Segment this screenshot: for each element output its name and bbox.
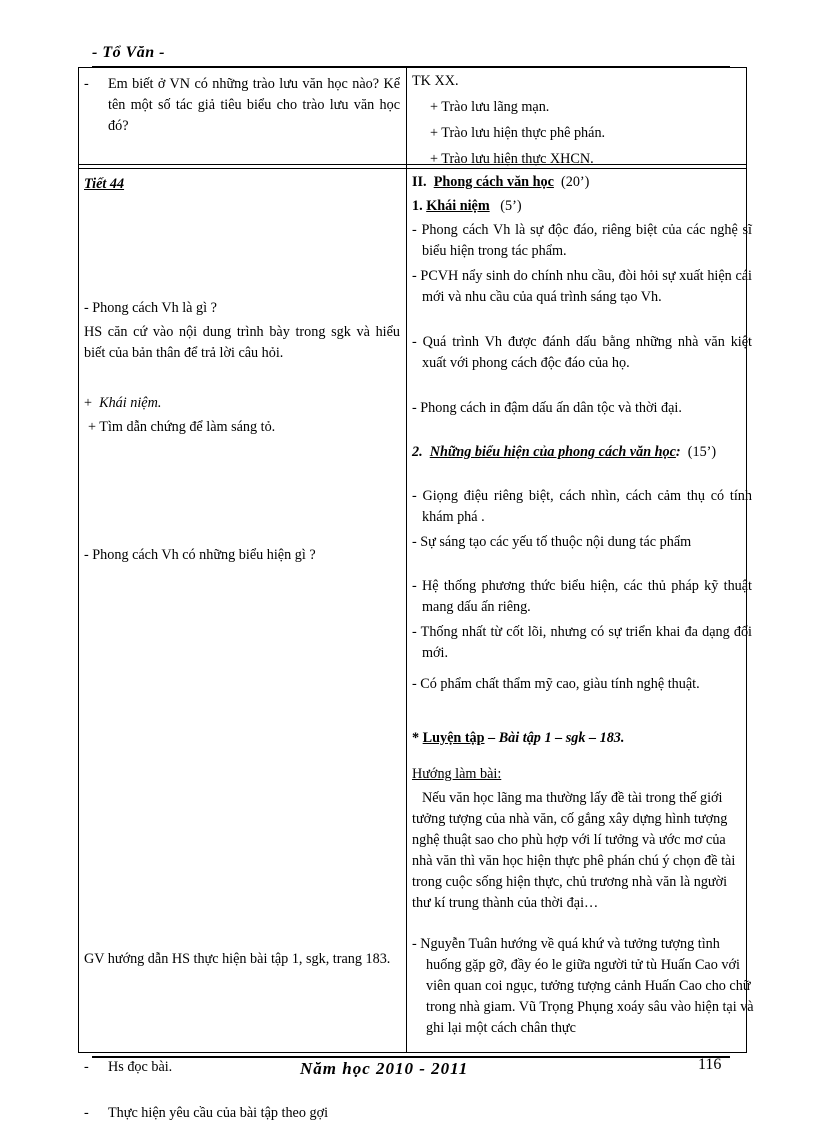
section-number: II. xyxy=(412,174,427,190)
hs-read-text: Hs đọc bài. xyxy=(108,1059,173,1075)
subsection-2-heading xyxy=(412,442,762,463)
section-heading xyxy=(412,172,742,193)
subsection-number: 1. xyxy=(412,198,423,214)
page-number: 116 xyxy=(698,1056,722,1073)
subsection-time: (5’) xyxy=(500,198,522,214)
tiet-label: Tiết 44 xyxy=(84,176,125,192)
answer-line: TK XX. xyxy=(412,73,459,89)
tim-dan-chung: + Tìm dẫn chứng để làm sáng tỏ. xyxy=(88,419,276,435)
concept-item: - Phong cách Vh là sự độc đáo, riêng biệt của các nghệ sĩ biểu hiện trong tác phẩm. xyxy=(412,222,752,259)
concept-item: - PCVH nẩy sinh do chính nhu cầu, đòi hỏi sự xuất hiện cái mới và nhu cầu của quá trình sáng tạo Vh. xyxy=(412,268,752,305)
nguyen-tuan-paragraph: - Nguyễn Tuân hướng về quá khứ và tưởng tượng tình huống gặp gỡ, đầy éo le giữa người tử tù Huấn Cao với viên quan coi ngục, tưởng tượng cảnh Huấn Cao cho chữ trong nhà giam. Vũ Trọng Phụng xoáy sâu vào hiện tại và ghi lại một cách chân thực xyxy=(412,936,754,1036)
section-title: Phong cách văn học xyxy=(433,174,554,190)
dash-marker: - xyxy=(84,1105,89,1121)
answer-line: + Trào lưu hiện thực phê phán. xyxy=(430,125,606,141)
subsection-title: Những biểu hiện của phong cách văn học xyxy=(429,444,676,460)
expression-item: - Sự sáng tạo các yếu tố thuộc nội dung tác phẩm xyxy=(412,534,692,550)
concept-item: - Quá trình Vh được đánh dấu bằng những nhà văn kiệt xuất với phong cách độc đáo của họ. xyxy=(412,334,752,371)
khai-niem-note xyxy=(84,393,400,414)
subsection-time: (15’) xyxy=(687,444,717,460)
practice-heading xyxy=(412,728,742,749)
star-marker: * xyxy=(412,730,420,746)
answer-line: + Trào lưu lãng mạn. xyxy=(430,99,550,115)
footer-school-year: Năm học 2010 - 2011 xyxy=(300,1059,469,1078)
answer-line: + Trào lưu hiện thực XHCN. xyxy=(430,151,594,167)
guide-paragraph: Nếu văn học lãng ma thường lấy đề tài trong thế giới tưởng tượng của nhà văn, cố gắng xây dựng hình tượng nghệ thuật sao cho phù hợp với lí tưởng và ước mơ của nhà văn thì văn học hiện thực phê phán chú ý chọn đề tài trong cuộc sống hiện thực, chủ trương nhà văn là người thư kí trung thành của thời đại… xyxy=(412,790,736,911)
header-title: - Tổ Văn - xyxy=(92,44,165,61)
subsection-1-heading xyxy=(412,196,742,217)
hs-instruction: HS căn cứ vào nội dung trình bày trong sgk và hiểu biết của bản thân để trả lời câu hỏi. xyxy=(84,324,400,361)
gv-instruction: GV hướng dẫn HS thực hiện bài tập 1, sgk, trang 183. xyxy=(84,951,391,967)
subsection-number: 2. xyxy=(412,444,423,460)
subsection-colon: : xyxy=(675,444,681,460)
expression-item: - Hệ thống phương thức biểu hiện, các thủ pháp kỹ thuật mang dấu ấn riêng. xyxy=(412,578,752,615)
hs-do-task xyxy=(84,1103,424,1124)
row1-answer xyxy=(412,68,742,172)
footer-rule xyxy=(92,1056,730,1058)
row1-question xyxy=(84,74,400,137)
row1-question-text: Em biết ở VN có những trào lưu văn học nào? Kể tên một số tác giả tiêu biểu cho trào lưu văn học đó? xyxy=(108,76,400,134)
column-divider xyxy=(406,67,407,1053)
guide-heading: Hướng làm bài: xyxy=(412,766,502,782)
dash-marker: - xyxy=(84,76,89,92)
expression-item: - Có phẩm chất thẩm mỹ cao, giàu tính nghệ thuật. xyxy=(412,676,700,692)
khai-niem-text: Khái niệm. xyxy=(99,395,162,411)
practice-reference: – Bài tập 1 – sgk – 183. xyxy=(488,730,625,746)
subsection-title: Khái niệm xyxy=(426,198,490,214)
question-expressions: - Phong cách Vh có những biểu hiện gì ? xyxy=(84,547,316,563)
question-concept: - Phong cách Vh là gì ? xyxy=(84,300,217,316)
dash-marker: - xyxy=(84,1059,89,1075)
hs-do-task-text: Thực hiện yêu cầu của bài tập theo gợi xyxy=(108,1105,329,1121)
practice-title: Luyện tập xyxy=(422,730,485,746)
expression-item: - Thống nhất từ cốt lõi, nhưng có sự triển khai đa dạng đổi mới. xyxy=(412,624,752,661)
expression-item: - Giọng điệu riêng biệt, cách nhìn, cách cảm thụ có tính khám phá . xyxy=(412,488,752,525)
concept-item: - Phong cách in đậm dấu ấn dân tộc và thời đại. xyxy=(412,400,682,416)
plus-marker: + xyxy=(84,395,93,411)
section-time: (20’) xyxy=(561,174,590,190)
